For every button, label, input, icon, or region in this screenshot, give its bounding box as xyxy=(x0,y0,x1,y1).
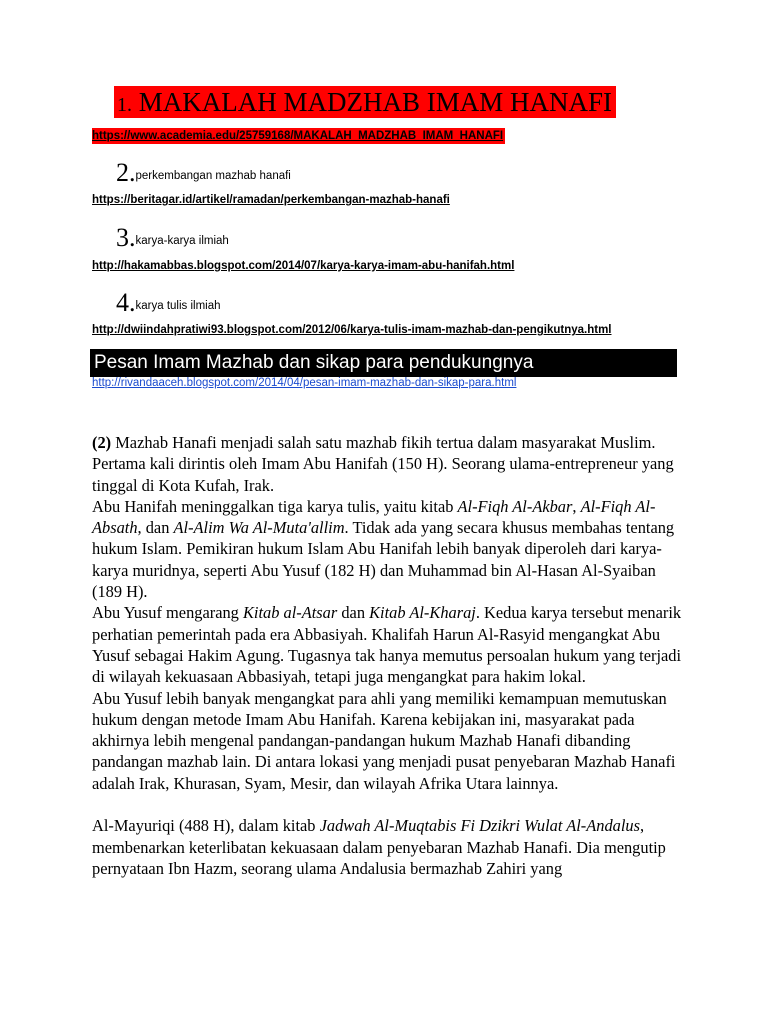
book-title: Al-Fiqh Al-Absath xyxy=(92,496,656,538)
item-number: 3. xyxy=(116,223,136,252)
paragraph-5 xyxy=(92,815,682,879)
reference-number: (2) xyxy=(92,433,112,452)
paragraph-text: . Kedua karya tersebut menarik perhatian pemerintah pada era Abbasiyah. Khalifah Harun Al-Rasyid mengangkat Abu Yusuf sebagai Hakim Agung. Tugasnya tak hanya memutus persoalan hukum yang terjadi di wilayah kekuasaan Abbasiyah, tetapi juga mengangkat para hakim lokal. xyxy=(92,603,682,687)
book-title: Kitab al-Atsar xyxy=(242,603,338,623)
heading-number: 1. xyxy=(117,94,132,116)
paragraph-text: Al-Mayuriqi (488 H), dalam kitab xyxy=(92,816,320,836)
section-title: Pesan Imam Mazhab dan sikap para pendukungnya xyxy=(94,352,534,373)
heading-title-bar xyxy=(114,86,616,118)
item-label: perkembangan mazhab hanafi xyxy=(135,170,291,182)
section-title-bar xyxy=(90,349,677,377)
book-title: Jadwah Al-Muqtabis Fi Dzikri Wulat Al-Andalus xyxy=(319,816,640,836)
heading-title: MAKALAH MADZHAB IMAM HANAFI xyxy=(138,87,613,117)
paragraph-text: . Tidak ada yang secara khusus membahas tentang hukum Islam. Pemikiran hukum Islam Abu Hanifah lebih banyak diperoleh dari karya-karya muridnya, seperti Abu Yusuf (182 H) dan Muhammad bin Al-Hasan Al-Syaiban (189 H). xyxy=(92,518,675,602)
paragraph-text: Abu Yusuf mengarang xyxy=(92,603,243,623)
paragraph-4: Abu Yusuf lebih banyak mengangkat para ahli yang memiliki kemampuan memutuskan hukum dengan metode Imam Abu Hanifah. Karena kebijakan ini, masyarakat pada akhirnya lebih mengenal pandangan-pandangan hukum Mazhab Hanafi dibanding pandangan mazhab lain. Di antara lokasi yang menjadi pusat penyebaran Mazhab Hanafi adalah Irak, Khurasan, Syam, Mesir, dan wilayah Afrika Utara lainnya. xyxy=(92,688,676,793)
book-title: Al-Alim Wa Al-Muta'allim xyxy=(173,518,345,538)
heading-url-link[interactable]: https://www.academia.edu/25759168/MAKALAH_MADZHAB_IMAM_HANAFI xyxy=(92,130,504,142)
paragraph-3 xyxy=(92,602,682,687)
list-item-2 xyxy=(116,158,291,188)
paragraph-text: Mazhab Hanafi menjadi salah satu mazhab fikih tertua dalam masyarakat Muslim. Pertama kali dirintis oleh Imam Abu Hanifah (150 H). Seorang ulama-entrepreneur yang tinggal di Kota Kufah, Irak. xyxy=(92,433,674,495)
list-item-4 xyxy=(116,288,221,318)
paragraph-2 xyxy=(92,496,682,602)
item-number: 4. xyxy=(116,288,136,317)
item-url-link-3[interactable]: http://hakamabbas.blogspot.com/2014/07/karya-karya-imam-abu-hanifah.html xyxy=(92,260,515,272)
paragraph-text: , dan xyxy=(137,518,174,538)
list-item-3 xyxy=(116,223,229,253)
paragraph-gap xyxy=(92,794,682,815)
paragraph-1 xyxy=(92,432,682,496)
paragraph-text: , membenarkan keterlibatan kekuasaan dalam penyebaran Mazhab Hanafi. Dia mengutip pernyataan Ibn Hazm, seorang ulama Andalusia bermazhab Zahiri yang xyxy=(92,816,666,878)
book-title: Al-Fiqh Al-Akbar xyxy=(457,496,573,516)
item-number: 2. xyxy=(116,158,136,187)
book-title: Kitab Al-Kharaj xyxy=(369,603,476,623)
section-url-link[interactable]: http://rivandaaceh.blogspot.com/2014/04/pesan-imam-mazhab-dan-sikap-para.html xyxy=(92,377,517,389)
paragraph-text: dan xyxy=(337,603,370,623)
item-url-link-2[interactable]: https://beritagar.id/artikel/ramadan/perkembangan-mazhab-hanafi xyxy=(92,194,450,206)
article-body xyxy=(92,432,682,879)
paragraph-text: , xyxy=(572,496,581,516)
item-label: karya tulis ilmiah xyxy=(135,300,221,312)
item-label: karya-karya ilmiah xyxy=(135,235,229,247)
paragraph-text: Abu Hanifah meninggalkan tiga karya tulis, yaitu kitab xyxy=(92,496,458,516)
item-url-link-4[interactable]: http://dwiindahpratiwi93.blogspot.com/2012/06/karya-tulis-imam-mazhab-dan-pengikutnya.html xyxy=(92,324,612,336)
